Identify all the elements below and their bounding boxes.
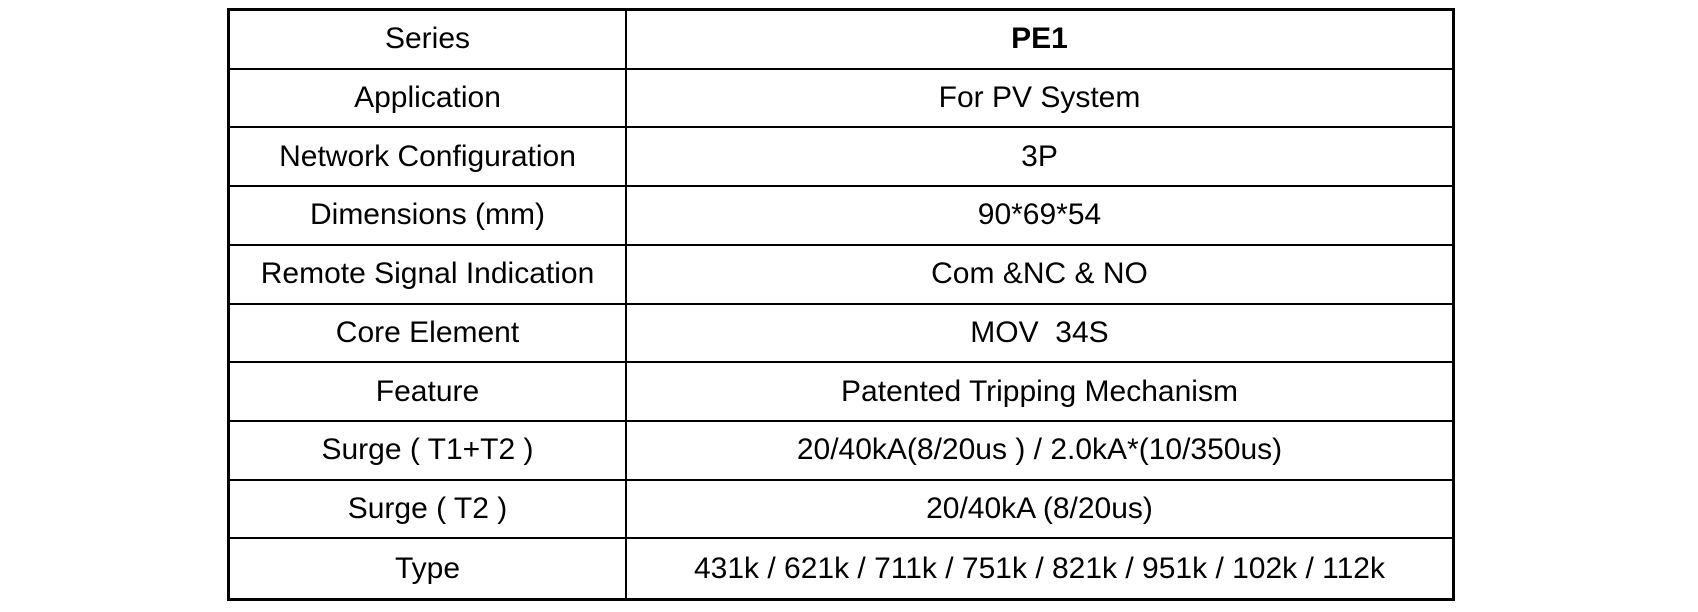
row-label-application: Application	[230, 70, 627, 127]
row-value-network-configuration: 3P	[1021, 139, 1058, 173]
table-row-surge-t1-t2	[230, 422, 1452, 481]
table-row-surge-t2	[230, 481, 1452, 540]
row-label-surge-t2: Surge ( T2 )	[230, 481, 627, 538]
table-row-feature	[230, 363, 1452, 422]
table-row-type	[230, 539, 1452, 598]
row-label-feature: Feature	[230, 363, 627, 420]
row-label-surge-t1-t2: Surge ( T1+T2 )	[230, 422, 627, 479]
table-row-dimensions	[230, 187, 1452, 246]
row-value-remote-signal-indication: Com &NC & NO	[931, 257, 1148, 291]
row-label-type: Type	[230, 539, 627, 598]
table-row-application	[230, 70, 1452, 129]
table-row-remote-signal-indication	[230, 246, 1452, 305]
row-value-feature: Patented Tripping Mechanism	[841, 374, 1238, 408]
spec-table	[227, 8, 1455, 601]
row-value-series: PE1	[1011, 22, 1068, 56]
table-row-series	[230, 11, 1452, 70]
row-value-type: 431k / 621k / 711k / 751k / 821k / 951k / 102k / 112k	[693, 551, 1385, 585]
row-label-dimensions: Dimensions (mm)	[230, 187, 627, 244]
row-label-remote-signal-indication: Remote Signal Indication	[230, 246, 627, 303]
row-label-series: Series	[230, 11, 627, 68]
row-value-surge-t1-t2: 20/40kA(8/20us ) / 2.0kA*(10/350us)	[796, 433, 1283, 467]
row-label-network-configuration: Network Configuration	[230, 128, 627, 185]
row-value-application: For PV System	[938, 81, 1141, 115]
row-label-core-element: Core Element	[230, 305, 627, 362]
row-value-surge-t2: 20/40kA (8/20us)	[926, 491, 1153, 525]
table-row-network-configuration	[230, 128, 1452, 187]
table-row-core-element	[230, 305, 1452, 364]
row-value-dimensions: 90*69*54	[977, 198, 1102, 232]
row-value-core-element: MOV 34S	[970, 315, 1109, 349]
